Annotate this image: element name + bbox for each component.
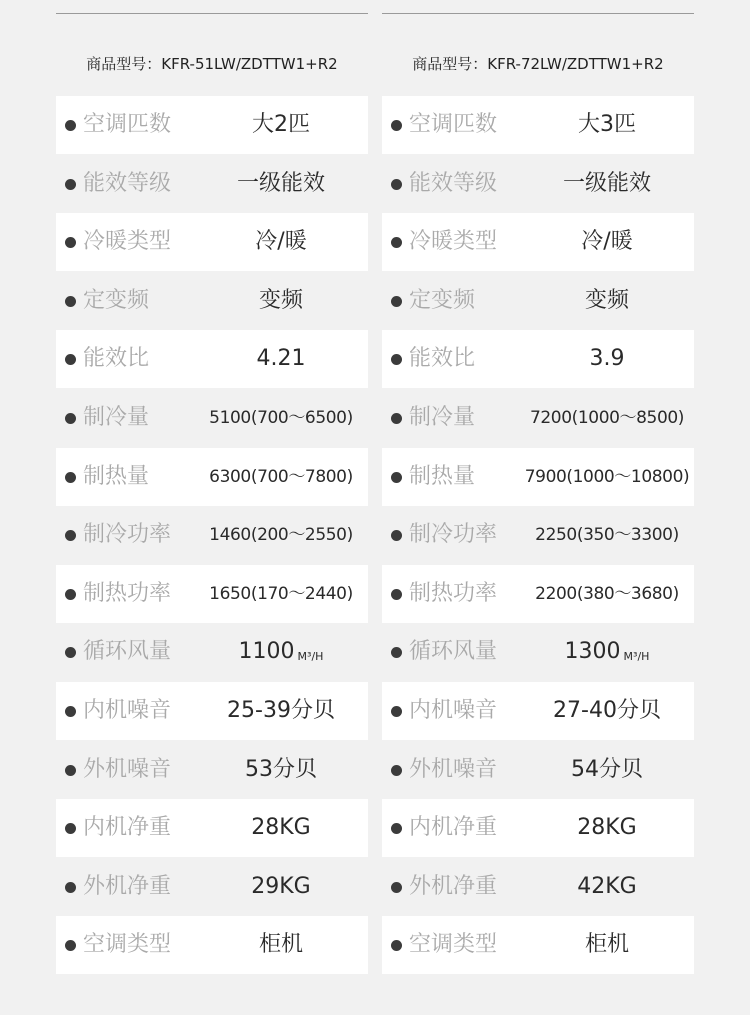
spec-row xyxy=(382,213,694,271)
bullet-icon xyxy=(65,179,76,190)
spec-value-text: 53分贝 xyxy=(245,757,317,782)
spec-label: 循环风量 xyxy=(409,639,498,664)
spec-label: 内机噪音 xyxy=(409,698,498,723)
spec-value xyxy=(512,506,702,564)
bullet-icon xyxy=(65,882,76,893)
bullet-icon xyxy=(391,179,402,190)
spec-value xyxy=(512,799,702,857)
spec-label: 制冷量 xyxy=(83,405,150,430)
bullet-icon xyxy=(65,647,76,658)
bullet-icon xyxy=(391,120,402,131)
spec-row xyxy=(382,916,694,974)
spec-value xyxy=(186,448,376,506)
spec-label: 制冷功率 xyxy=(83,522,172,547)
spec-value-text: 柜机 xyxy=(584,932,629,957)
spec-label: 外机噪音 xyxy=(409,757,498,782)
spec-value-text: 1460(200～2550) xyxy=(209,525,353,545)
spec-value xyxy=(512,858,702,916)
spec-label: 制热功率 xyxy=(409,581,498,606)
top-divider xyxy=(56,13,368,14)
spec-value-text: 2250(350～3300) xyxy=(535,525,679,545)
bullet-icon xyxy=(65,706,76,717)
bullet-icon xyxy=(391,296,402,307)
spec-row xyxy=(382,155,694,213)
spec-value-text: 2200(380～3680) xyxy=(535,584,679,604)
spec-row xyxy=(382,330,694,388)
bullet-icon xyxy=(65,413,76,424)
spec-value-text: 变频 xyxy=(584,288,629,313)
bullet-icon xyxy=(65,940,76,951)
spec-value xyxy=(186,565,376,623)
spec-row xyxy=(56,389,368,447)
spec-label: 空调类型 xyxy=(409,932,498,957)
spec-value xyxy=(186,916,376,974)
bullet-icon xyxy=(391,765,402,776)
spec-row xyxy=(382,96,694,154)
bullet-icon xyxy=(391,237,402,248)
bullet-icon xyxy=(65,530,76,541)
spec-value xyxy=(512,623,702,681)
spec-row xyxy=(382,858,694,916)
bullet-icon xyxy=(65,765,76,776)
spec-row xyxy=(382,565,694,623)
spec-label: 定变频 xyxy=(409,288,476,313)
spec-value xyxy=(186,741,376,799)
spec-label: 能效等级 xyxy=(409,171,498,196)
spec-label: 外机净重 xyxy=(83,874,172,899)
spec-value-text: 28KG xyxy=(251,815,311,840)
spec-value xyxy=(512,96,702,154)
bullet-icon xyxy=(65,472,76,483)
spec-row xyxy=(382,448,694,506)
spec-label: 制热量 xyxy=(83,464,150,489)
spec-row xyxy=(56,272,368,330)
spec-value-text: 28KG xyxy=(577,815,637,840)
spec-value xyxy=(186,213,376,271)
spec-label: 循环风量 xyxy=(83,639,172,664)
spec-value-text: 一级能效 xyxy=(236,171,325,196)
spec-label: 空调匹数 xyxy=(409,112,498,137)
spec-value-text: 大2匹 xyxy=(252,112,310,137)
spec-value xyxy=(186,330,376,388)
spec-value xyxy=(186,506,376,564)
bullet-icon xyxy=(391,882,402,893)
spec-value-text: 6300(700～7800) xyxy=(209,467,353,487)
spec-value xyxy=(512,330,702,388)
spec-value-text: 42KG xyxy=(577,874,637,899)
spec-row xyxy=(56,330,368,388)
spec-row xyxy=(56,565,368,623)
spec-row xyxy=(56,155,368,213)
spec-label: 制热量 xyxy=(409,464,476,489)
spec-value xyxy=(186,623,376,681)
spec-value-text: 1100 xyxy=(238,639,295,664)
spec-label: 空调类型 xyxy=(83,932,172,957)
spec-value-text: 7900(1000～10800) xyxy=(524,467,690,487)
spec-value xyxy=(512,389,702,447)
spec-label: 内机净重 xyxy=(83,815,172,840)
bullet-icon xyxy=(65,120,76,131)
spec-value xyxy=(186,858,376,916)
spec-row xyxy=(56,448,368,506)
bullet-icon xyxy=(65,589,76,600)
bullet-icon xyxy=(391,706,402,717)
spec-row xyxy=(56,682,368,740)
spec-row xyxy=(56,858,368,916)
spec-row xyxy=(56,96,368,154)
spec-label: 制冷功率 xyxy=(409,522,498,547)
spec-label: 冷暖类型 xyxy=(83,229,172,254)
spec-row xyxy=(382,741,694,799)
spec-value-text: 1300 xyxy=(564,639,621,664)
spec-label: 能效比 xyxy=(409,346,476,371)
model-number: 商品型号：KFR-51LW/ZDTTW1+R2 xyxy=(86,55,338,73)
bullet-icon xyxy=(391,530,402,541)
spec-value-text: 3.9 xyxy=(589,346,625,371)
spec-label: 冷暖类型 xyxy=(409,229,498,254)
spec-value xyxy=(512,155,702,213)
bullet-icon xyxy=(391,940,402,951)
spec-value xyxy=(186,799,376,857)
bullet-icon xyxy=(65,237,76,248)
bullet-icon xyxy=(391,472,402,483)
spec-value-text: 5100(700～6500) xyxy=(209,408,353,428)
spec-value-text: 7200(1000～8500) xyxy=(529,408,685,428)
spec-row xyxy=(56,799,368,857)
spec-label: 空调匹数 xyxy=(83,112,172,137)
spec-row xyxy=(56,213,368,271)
spec-unit: M³/H xyxy=(623,650,650,663)
spec-value xyxy=(186,682,376,740)
spec-value-text: 大3匹 xyxy=(578,112,636,137)
bullet-icon xyxy=(391,413,402,424)
bullet-icon xyxy=(391,354,402,365)
spec-label: 制冷量 xyxy=(409,405,476,430)
bullet-icon xyxy=(391,823,402,834)
spec-row xyxy=(382,506,694,564)
spec-value-text: 27-40分贝 xyxy=(553,698,661,723)
spec-value xyxy=(186,96,376,154)
spec-row xyxy=(56,741,368,799)
bullet-icon xyxy=(391,589,402,600)
spec-value xyxy=(512,272,702,330)
spec-row xyxy=(382,389,694,447)
spec-value xyxy=(512,916,702,974)
spec-row xyxy=(382,272,694,330)
spec-row xyxy=(382,682,694,740)
spec-row xyxy=(382,799,694,857)
spec-value-text: 25-39分贝 xyxy=(227,698,335,723)
spec-value-text: 柜机 xyxy=(258,932,303,957)
spec-label: 制热功率 xyxy=(83,581,172,606)
spec-value xyxy=(512,741,702,799)
spec-label: 能效比 xyxy=(83,346,150,371)
spec-label: 能效等级 xyxy=(83,171,172,196)
spec-row xyxy=(56,506,368,564)
spec-label: 内机噪音 xyxy=(83,698,172,723)
spec-value xyxy=(512,448,702,506)
bullet-icon xyxy=(65,354,76,365)
model-number: 商品型号：KFR-72LW/ZDTTW1+R2 xyxy=(412,55,664,73)
spec-value xyxy=(186,272,376,330)
top-divider xyxy=(382,13,694,14)
bullet-icon xyxy=(65,823,76,834)
bullet-icon xyxy=(391,647,402,658)
spec-label: 定变频 xyxy=(83,288,150,313)
spec-value-text: 54分贝 xyxy=(571,757,643,782)
spec-value xyxy=(186,389,376,447)
spec-label: 外机净重 xyxy=(409,874,498,899)
spec-label: 外机噪音 xyxy=(83,757,172,782)
spec-value xyxy=(512,682,702,740)
bullet-icon xyxy=(65,296,76,307)
spec-value-text: 4.21 xyxy=(256,346,306,371)
spec-value-text: 冷/暖 xyxy=(581,229,633,254)
spec-value-text: 29KG xyxy=(251,874,311,899)
spec-value-text: 一级能效 xyxy=(562,171,651,196)
spec-unit: M³/H xyxy=(297,650,324,663)
spec-row xyxy=(56,916,368,974)
spec-value-text: 1650(170～2440) xyxy=(209,584,353,604)
spec-value xyxy=(512,213,702,271)
spec-row xyxy=(56,623,368,681)
spec-label: 内机净重 xyxy=(409,815,498,840)
spec-value xyxy=(512,565,702,623)
spec-value-text: 变频 xyxy=(258,288,303,313)
spec-row xyxy=(382,623,694,681)
spec-value xyxy=(186,155,376,213)
spec-value-text: 冷/暖 xyxy=(255,229,307,254)
